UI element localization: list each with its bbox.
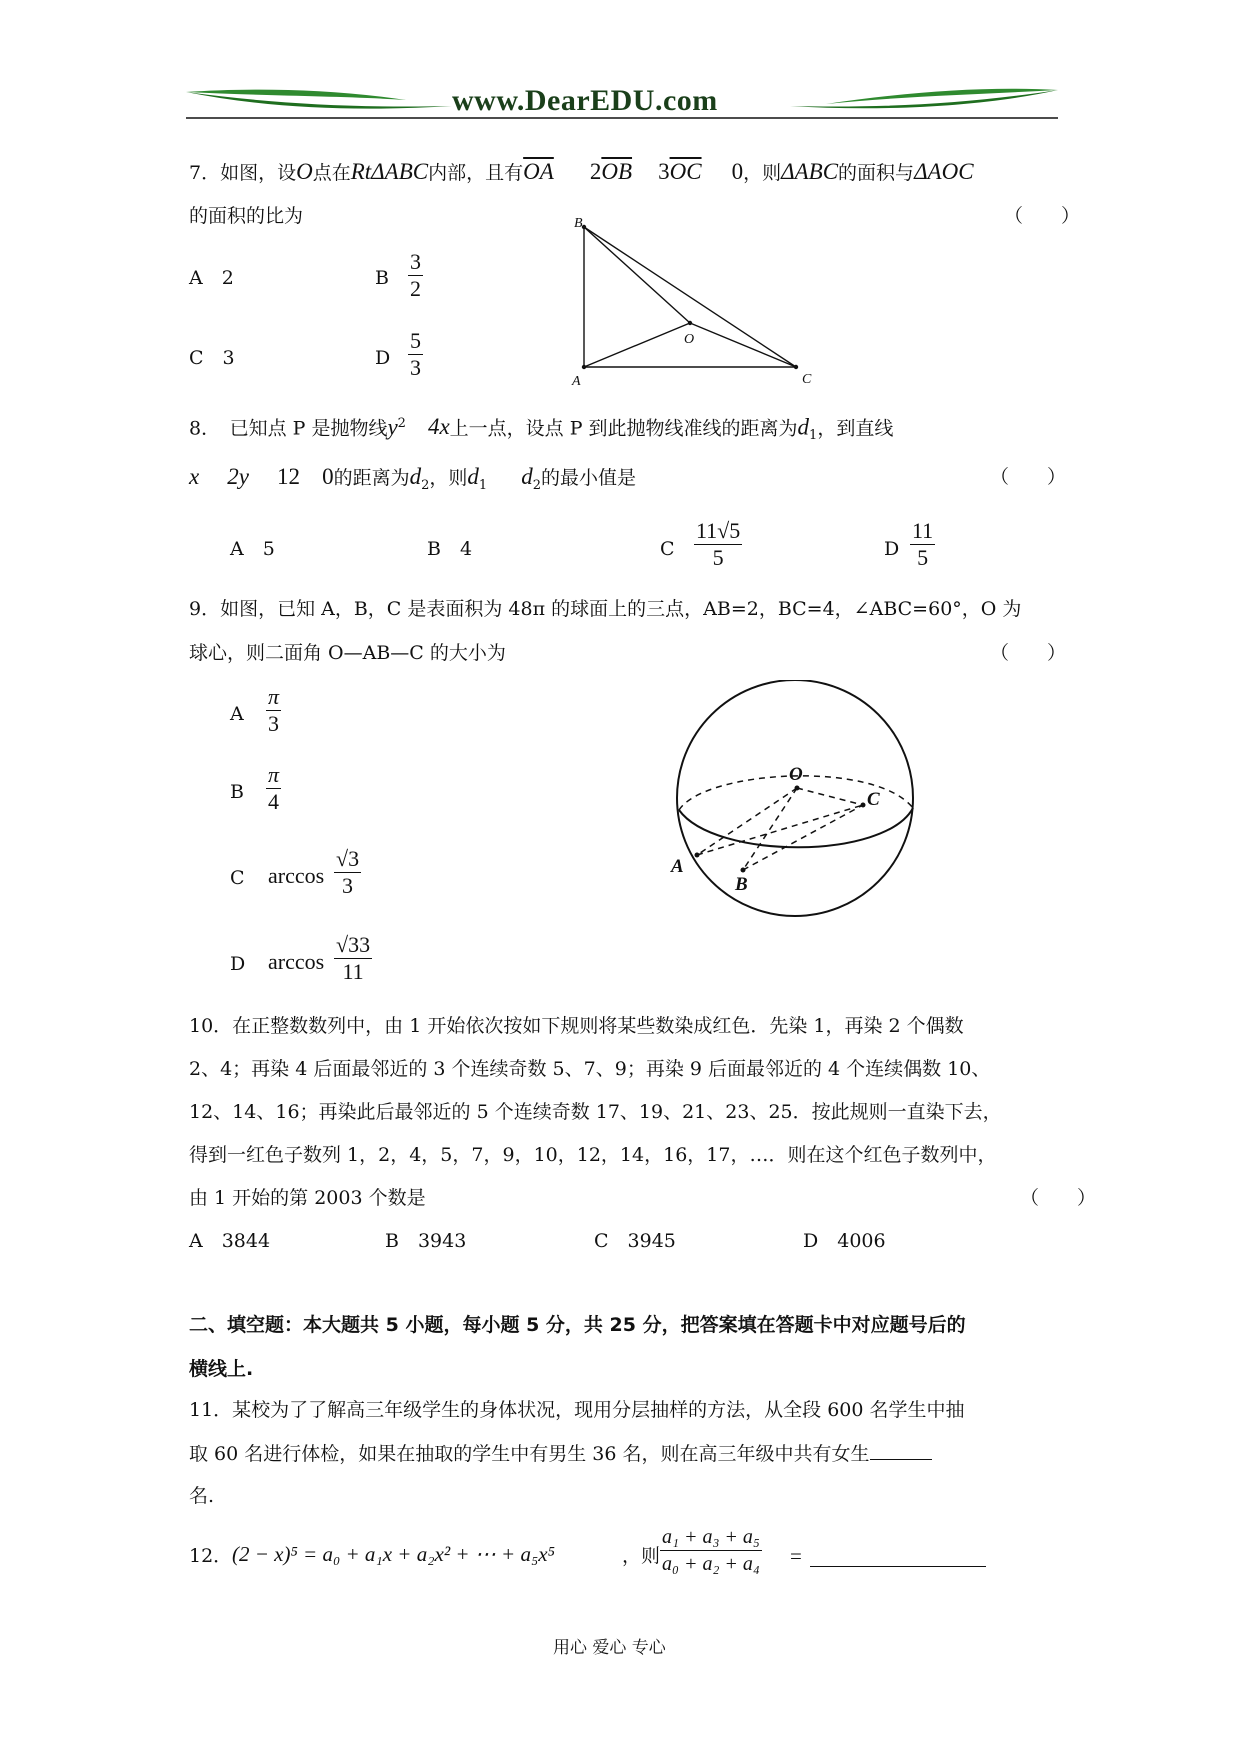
- q7-triangle-figure: [560, 215, 830, 390]
- q11-line3: 名.: [189, 1485, 215, 1507]
- q10-line1: 10．在正整数数列中，由 1 开始依次按如下规则将某些数染成红色．先染 1，再染 2 个偶数: [189, 1015, 964, 1037]
- q10-option-b: B 3943: [385, 1230, 467, 1252]
- q12-fraction: $\frac{\text{a₁ + a₃ + a₅}}{\text{a₀ + a₂ + a₄}}$: [662, 1526, 760, 1575]
- q7-fig-label-o: O: [684, 332, 695, 347]
- q8-option-d-label: D: [884, 538, 900, 560]
- q10-option-a: A 3844: [189, 1230, 271, 1252]
- q10-line4: 得到一红色子数列 1，2，4，5，7，9，10，12，14，16，17，…．则在这个红色子数列中，: [189, 1144, 997, 1166]
- q9-line2: 球心，则二面角 O—AB—C 的大小为: [189, 642, 506, 664]
- q11-line2: 取 60 名进行体检，如果在抽取的学生中有男生 36 名，则在高三年级中共有女生: [189, 1441, 932, 1466]
- q7-fig-label-b: B: [574, 216, 583, 231]
- q7-option-b-label: B: [375, 267, 389, 289]
- q9-sphere-figure: [665, 680, 925, 920]
- q7-option-d-fraction: $\frac{5}{3}$: [410, 328, 421, 380]
- q12-answer-blank: [810, 1566, 986, 1567]
- q10-line5: 由 1 开始的第 2003 个数是: [189, 1187, 426, 1209]
- q9-fig-label-a: A: [671, 856, 684, 877]
- q11-line1: 11．某校为了了解高三年级学生的身体状况，现用分层抽样的方法，从全段 600 名学生中抽: [189, 1399, 965, 1421]
- q8-option-c-label: C: [660, 538, 675, 560]
- q9-option-c-arccos: arccos: [268, 863, 325, 888]
- q10-answer-bracket: （ ）: [1020, 1187, 1097, 1209]
- q11-answer-blank: [870, 1441, 932, 1460]
- q12-equals: =: [790, 1544, 802, 1568]
- site-logo-text: www.DearEDU.com: [452, 84, 718, 117]
- q9-option-a-fraction: $\frac{\pi}{3}$: [268, 684, 280, 736]
- q8-option-a: A 5: [230, 538, 275, 560]
- q9-line1: 9．如图，已知 A，B，C 是表面积为 48π 的球面上的三点，AB=2，BC=4，∠ABC=60°，O 为: [189, 598, 1022, 620]
- q10-line3: 12、14、16；再染此后最邻近的 5 个连续奇数 17、19、21、23、25．按此规则一直染下去，: [189, 1101, 1002, 1123]
- q10-line2: 2、4；再染 4 后面最邻近的 3 个连续奇数 5、7、9；再染 9 后面最邻近的 4 个连续偶数 10、: [189, 1058, 991, 1080]
- q7-line1: 7．如图，设O点在RtΔABC内部，且有$\overline{OA}$ $2\overline{OB}$ $3\overline{OC}$ 0，则ΔABC的面积与ΔAOC: [189, 159, 974, 184]
- q12-then: ，则: [622, 1545, 661, 1567]
- q8-option-b: B 4: [427, 538, 473, 560]
- q7-option-b-fraction: $\frac{3}{2}$: [410, 249, 421, 301]
- footer-text: 用心 爱心 专心: [553, 1638, 666, 1658]
- q8-answer-bracket: （ ）: [990, 466, 1067, 488]
- q7-option-d-label: D: [375, 347, 391, 369]
- q8-option-c-fraction: $\frac{11√5}{5}$: [696, 518, 741, 570]
- q8-option-d-fraction: $\frac{11}{5}$: [912, 518, 934, 570]
- q9-option-a-label: A: [230, 703, 244, 725]
- q10-option-c: C 3945: [594, 1230, 676, 1252]
- q7-fig-label-a: A: [572, 374, 581, 389]
- q9-option-d-fraction: $\frac{√33}{11}$: [336, 932, 371, 984]
- q12-label: 12．: [189, 1545, 233, 1567]
- q9-fig-label-b: B: [735, 874, 748, 895]
- q9-fig-label-o: O: [789, 764, 803, 785]
- q9-fig-label-c: C: [867, 789, 880, 810]
- q10-option-d: D 4006: [803, 1230, 886, 1252]
- q9-option-d-arccos: arccos: [268, 949, 325, 974]
- q7-fig-label-c: C: [802, 372, 812, 387]
- q9-option-c-fraction: $\frac{√3}{3}$: [336, 846, 360, 898]
- q8-line1: 8． 已知点 P 是抛物线$y^2$ 4x上一点，设点 P 到此抛物线准线的距离为$d_1$，到直线: [189, 414, 894, 444]
- section2-heading-line2: 横线上.: [189, 1358, 254, 1380]
- q7-option-c: C 3: [189, 347, 235, 369]
- q9-option-b-label: B: [230, 781, 244, 803]
- q9-answer-bracket: （ ）: [990, 642, 1067, 664]
- section2-heading-line1: 二、填空题：本大题共 5 小题，每小题 5 分，共 25 分，把答案填在答题卡中对应题号后的: [189, 1314, 966, 1336]
- q7-answer-bracket: （ ）: [1004, 205, 1081, 227]
- q9-option-c-label: C: [230, 867, 245, 889]
- q9-option-b-fraction: $\frac{\pi}{4}$: [268, 762, 280, 814]
- q9-option-d-label: D: [230, 953, 246, 975]
- q7-line2: 的面积的比为: [189, 205, 304, 227]
- q12-expression: (2 − x)⁵ = a₀ + a₁x + a₂x² + ⋯ + a₅x⁵: [232, 1542, 555, 1566]
- q8-line2: x 2y 12 0的距离为$d_2$，则$d_1$ $d_2$的最小值是: [189, 464, 637, 493]
- q7-option-a: A 2: [189, 267, 234, 289]
